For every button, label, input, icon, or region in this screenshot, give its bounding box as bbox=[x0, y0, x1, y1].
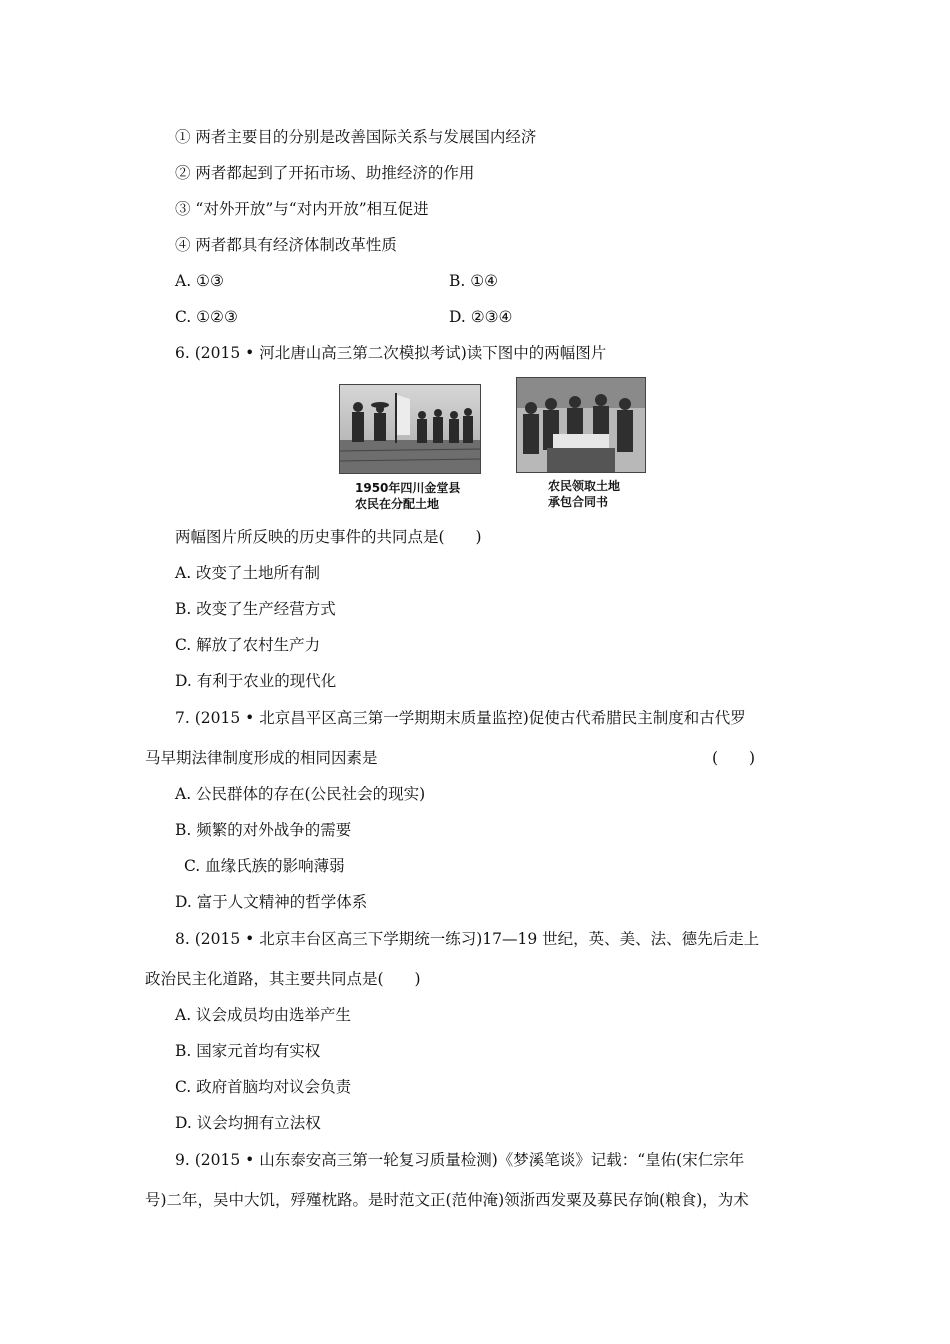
q7-stem-line1: 7. (2015 • 北京昌平区高三第一学期期末质量监控)促使古代希腊民主制度和古代罗 bbox=[175, 709, 746, 727]
statement-1: ① 两者主要目的分别是改善国际关系与发展国内经济 bbox=[175, 128, 537, 146]
q6-option-c: C. 解放了农村生产力 bbox=[175, 636, 321, 654]
photo-land-distribution bbox=[339, 384, 481, 474]
q8-option-c: C. 政府首脑均对议会负责 bbox=[175, 1078, 352, 1096]
q7-option-b: B. 频繁的对外战争的需要 bbox=[175, 821, 352, 839]
q7-option-a: A. 公民群体的存在(公民社会的现实) bbox=[175, 785, 426, 803]
q6-question: 两幅图片所反映的历史事件的共同点是( ) bbox=[175, 528, 482, 546]
q6-option-d: D. 有利于农业的现代化 bbox=[175, 672, 337, 690]
photo-land-contract-image bbox=[517, 378, 645, 472]
q8-option-d: D. 议会均拥有立法权 bbox=[175, 1114, 321, 1132]
caption-left-line1: 1950年四川金堂县 bbox=[355, 481, 461, 495]
statement-2: ② 两者都起到了开拓市场、助推经济的作用 bbox=[175, 164, 475, 182]
q7-stem-line2: 马早期法律制度形成的相同因素是 bbox=[145, 749, 378, 767]
q8-stem-line1: 8. (2015 • 北京丰台区高三下学期统一练习)17—19 世纪，英、美、法、德先后走上 bbox=[175, 930, 760, 948]
q8-option-b: B. 国家元首均有实权 bbox=[175, 1042, 321, 1060]
photo-land-distribution-image bbox=[340, 385, 480, 473]
q8-stem-line2: 政治民主化道路，其主要共同点是( ) bbox=[145, 970, 421, 988]
q6-option-a: A. 改变了土地所有制 bbox=[175, 564, 321, 582]
q5-option-c: C. ①②③ bbox=[175, 308, 238, 326]
statement-4: ④ 两者都具有经济体制改革性质 bbox=[175, 236, 397, 254]
photo-land-contract bbox=[516, 377, 646, 473]
q9-stem-line1: 9. (2015 • 山东泰安高三第一轮复习质量检测)《梦溪笔谈》记载：“皇佑(宋仁宗年 bbox=[175, 1151, 745, 1169]
caption-right-line2: 承包合同书 bbox=[548, 495, 609, 509]
q8-option-a: A. 议会成员均由选举产生 bbox=[175, 1006, 352, 1024]
q7-option-c: C. 血缘氏族的影响薄弱 bbox=[184, 857, 345, 875]
q7-answer-paren: ( ) bbox=[712, 749, 756, 767]
q5-option-a: A. ①③ bbox=[175, 272, 224, 290]
q7-option-d: D. 富于人文精神的哲学体系 bbox=[175, 893, 368, 911]
statement-3: ③ “对外开放”与“对内开放”相互促进 bbox=[175, 200, 429, 218]
q5-option-d: D. ②③④ bbox=[449, 308, 513, 326]
q9-stem-line2: 号)二年，吴中大饥，殍殣枕路。是时范文正(范仲淹)领浙西发粟及募民存饷(粮食)，为术 bbox=[145, 1191, 749, 1209]
q5-option-b: B. ①④ bbox=[449, 272, 499, 290]
caption-right-line1: 农民领取土地 bbox=[548, 479, 621, 493]
caption-left-line2: 农民在分配土地 bbox=[355, 497, 440, 511]
q6-stem: 6. (2015 • 河北唐山高三第二次模拟考试)读下图中的两幅图片 bbox=[175, 344, 607, 362]
q6-option-b: B. 改变了生产经营方式 bbox=[175, 600, 336, 618]
